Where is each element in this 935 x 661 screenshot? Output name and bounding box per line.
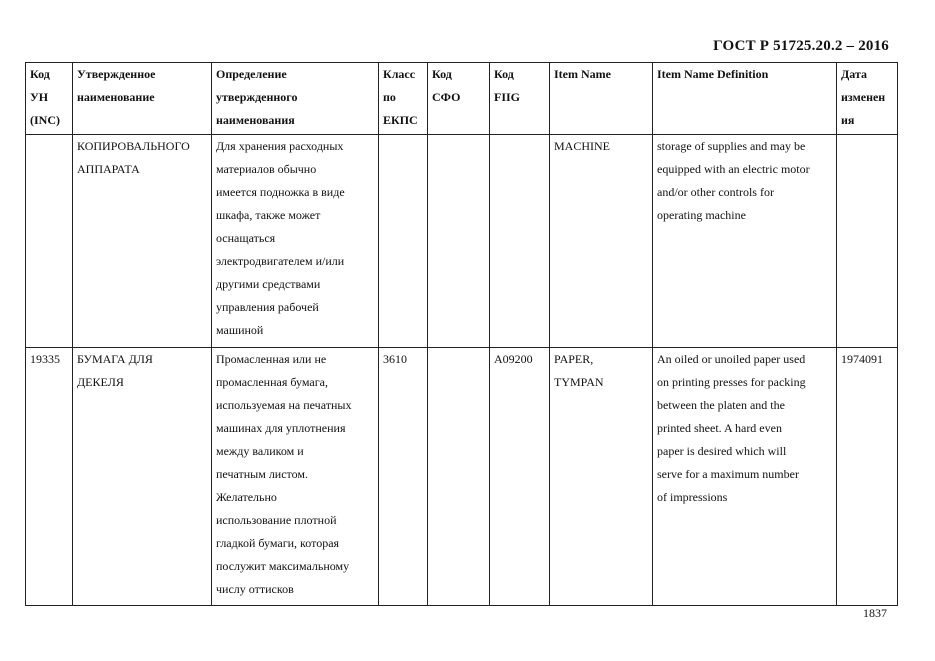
item-name-definition-cell: storage of supplies and may be equipped with an electric motor and/or other controls for operating machine: [653, 135, 837, 348]
item-name-definition-cell: An oiled or unoiled paper used on printing presses for packing between the platen and the printed sheet. A hard even paper is desired which will serve for a maximum number of impressions: [653, 348, 837, 606]
date-changed-cell: [837, 135, 898, 348]
definition-cell: Для хранения расходных материалов обычно имеется подножка в виде шкафа, также может оснащаться электродвигателем и/или другими средствами управления рабочей машиной: [212, 135, 379, 348]
fiig-code-cell: [490, 135, 550, 348]
header-approved-name: Утвержденное наименование: [73, 63, 212, 135]
document-title: ГОСТ Р 51725.20.2 – 2016: [713, 38, 889, 54]
item-names-table: [25, 62, 898, 606]
sfo-code-cell: [428, 135, 490, 348]
header-ekps-class: Класс по ЕКПС: [379, 63, 428, 135]
ekps-class-cell: 3610: [379, 348, 428, 606]
table-row: [26, 135, 898, 348]
item-name-cell: MACHINE: [550, 135, 653, 348]
sfo-code-cell: [428, 348, 490, 606]
header-item-name-definition: Item Name Definition: [653, 63, 837, 135]
header-row: [26, 63, 898, 135]
inc-code-cell: 19335: [26, 348, 73, 606]
definition-cell: Промасленная или не промасленная бумага, используемая на печатных машинах для уплотнения между валиком и печатным листом. Желательно использование плотной гладкой бумаги, которая послужит максимальному числу оттисков: [212, 348, 379, 606]
item-name-cell: PAPER, TYMPAN: [550, 348, 653, 606]
header-sfo-code: Код СФО: [428, 63, 490, 135]
approved-name-cell: БУМАГА ДЛЯ ДЕКЕЛЯ: [73, 348, 212, 606]
ekps-class-cell: [379, 135, 428, 348]
page-number: 1837: [863, 606, 887, 620]
header-fiig-code: Код FIIG: [490, 63, 550, 135]
header-date-changed: Дата изменен ия: [837, 63, 898, 135]
header-item-name: Item Name: [550, 63, 653, 135]
approved-name-cell: КОПИРОВАЛЬНОГО АППАРАТА: [73, 135, 212, 348]
date-changed-cell: 1974091: [837, 348, 898, 606]
header-definition: Определение утвержденного наименования: [212, 63, 379, 135]
header-inc-code: Код УН (INC): [26, 63, 73, 135]
inc-code-cell: [26, 135, 73, 348]
fiig-code-cell: A09200: [490, 348, 550, 606]
table-row: [26, 348, 898, 606]
